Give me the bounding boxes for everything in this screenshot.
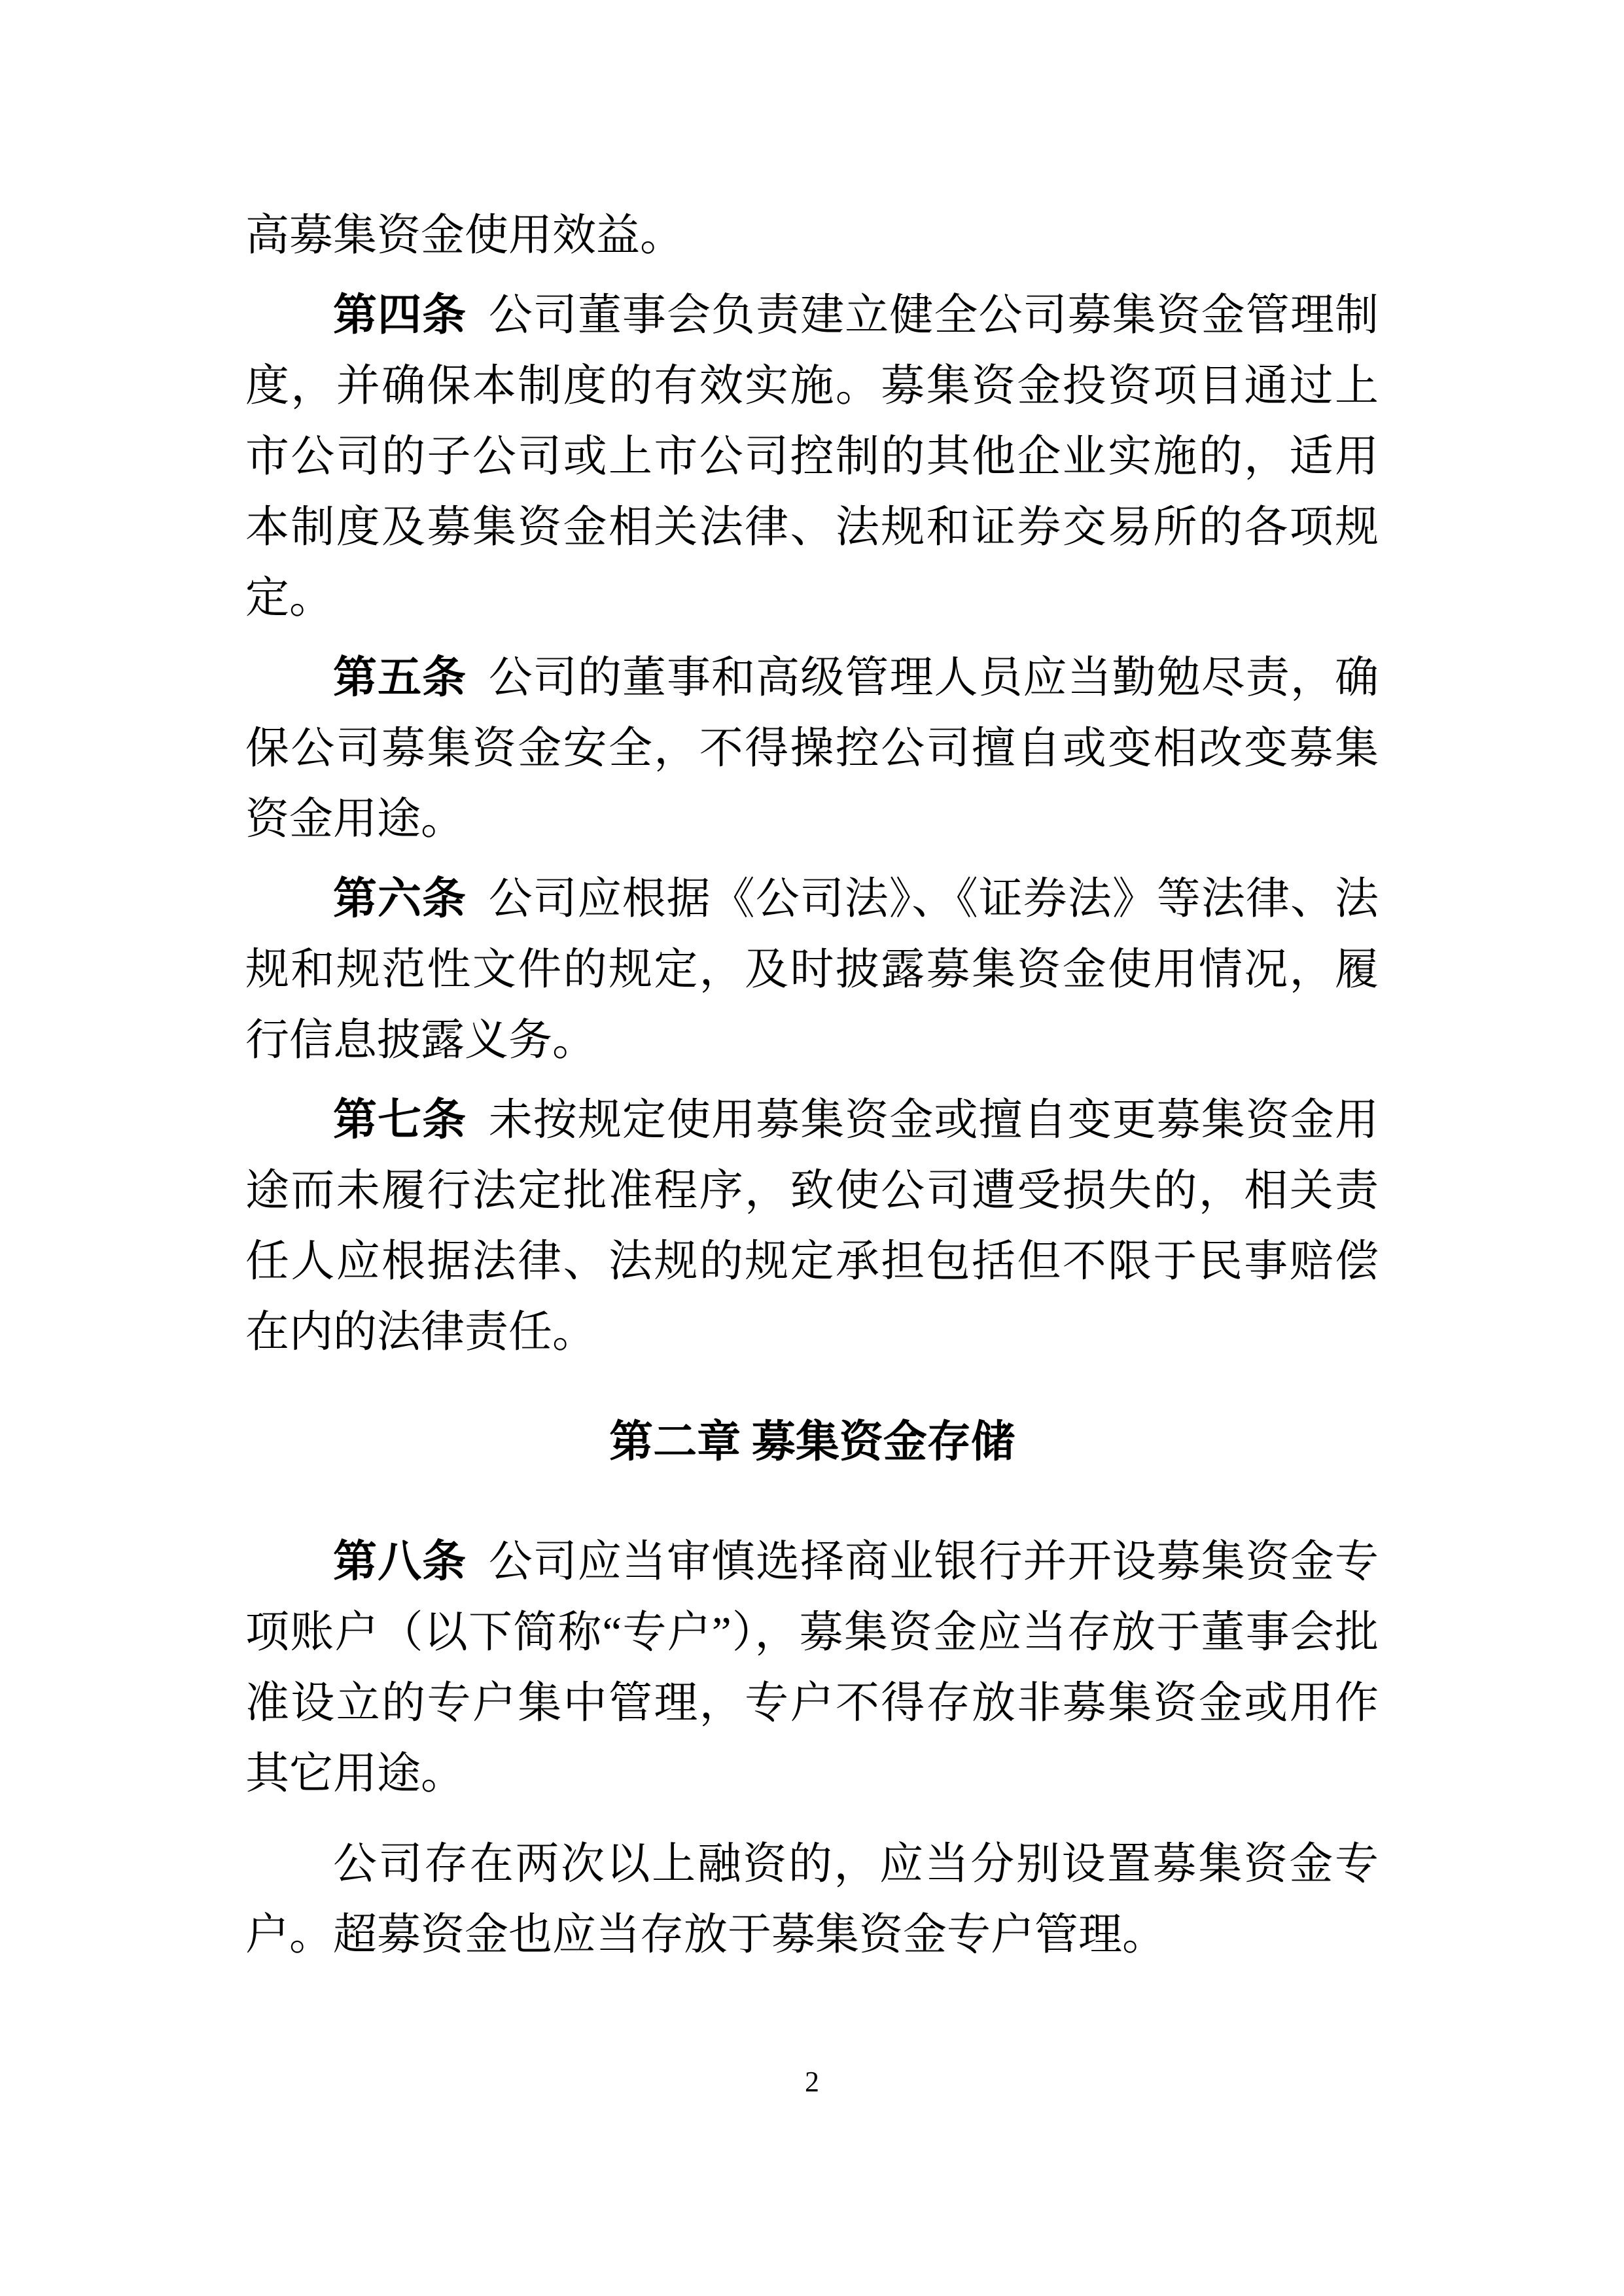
paragraph-continuation-text: 高募集资金使用效益。 xyxy=(245,211,684,260)
paragraph-article-6 xyxy=(245,864,1379,1076)
article-4-label: 第四条 xyxy=(333,291,467,340)
chapter-heading: 第二章 募集资金存储 xyxy=(609,1418,1015,1466)
article-4-text: 公司董事会负责建立健全公司募集资金管理制度，并确保本制度的有效实施。募集资金投资项目通过上市公司的子公司或上市公司控制的其他企业实施的，适用本制度及募集资金相关法律、法规和证券交易所的各项规定。 xyxy=(245,291,1379,622)
paragraph-multiple-financing xyxy=(245,1829,1379,1970)
page-number: 2 xyxy=(805,2066,819,2098)
article-5-label: 第五条 xyxy=(333,654,467,702)
paragraph-article-8 xyxy=(245,1527,1379,1809)
article-6-label: 第六条 xyxy=(333,875,467,923)
article-7-text: 未按规定使用募集资金或擅自变更募集资金用途而未履行法定批准程序，致使公司遭受损失的，相关责任人应根据法律、法规的规定承担包括但不限于民事赔偿在内的法律责任。 xyxy=(245,1096,1379,1356)
article-7-label: 第七条 xyxy=(333,1096,467,1144)
article-5-text: 公司的董事和高级管理人员应当勤勉尽责，确保公司募集资金安全，不得操控公司擅自或变相改变募集资金用途。 xyxy=(245,654,1379,843)
paragraph-article-5 xyxy=(245,643,1379,855)
paragraph-article-4 xyxy=(245,280,1379,633)
paragraph-article-7 xyxy=(245,1085,1379,1368)
article-8-text: 公司应当审慎选择商业银行并开设募集资金专项账户（以下简称“专户”），募集资金应当存放于董事会批准设立的专户集中管理，专户不得存放非募集资金或用作其它用途。 xyxy=(245,1538,1379,1798)
paragraph-continuation xyxy=(245,200,1379,271)
article-6-text: 公司应根据《公司法》、《证券法》等法律、法规和规范性文件的规定，及时披露募集资金使用情况，履行信息披露义务。 xyxy=(245,875,1379,1065)
paragraph-multiple-financing-text: 公司存在两次以上融资的，应当分别设置募集资金专户。超募资金也应当存放于募集资金专户管理。 xyxy=(245,1840,1379,1959)
article-8-label: 第八条 xyxy=(333,1538,467,1586)
